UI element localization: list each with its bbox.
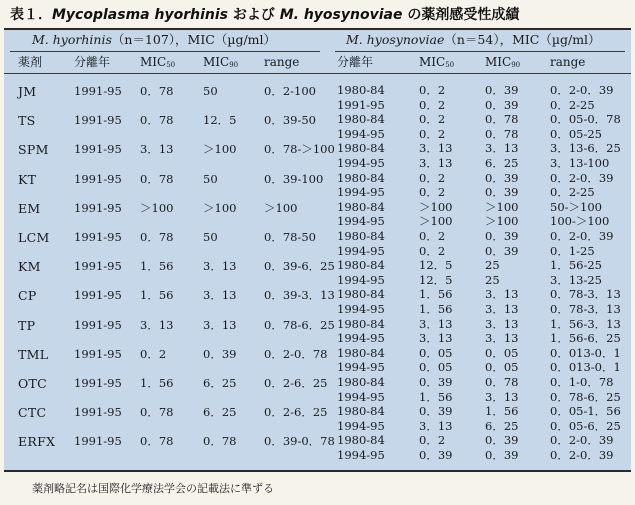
right-cell-r12-c2: 25 xyxy=(485,258,500,273)
footnote: 薬剤略記名は国際化学療法学会の記載法に準ずる xyxy=(32,482,274,495)
right-cell-r4-c0: 1980-84 xyxy=(337,141,385,156)
right-cell-r7-c1: 0．2 xyxy=(419,185,446,200)
right-cell-r19-c2: 0．05 xyxy=(485,360,519,375)
drug-name: OTC xyxy=(18,376,48,391)
left-cell-r12-c1: 1991-95 xyxy=(74,434,122,449)
left-cell-r3-c2: 0．78 xyxy=(140,171,174,186)
left-cell-r11-c4: 0．2-6．25 xyxy=(264,405,328,420)
right-cell-r5-c1: 3．13 xyxy=(419,156,453,170)
right-cell-r23-c3: 0．05-6．25 xyxy=(550,418,621,433)
right-cell-r1-c3: 0．2-25 xyxy=(550,97,595,112)
right-cell-r0-c1: 0．2 xyxy=(419,83,446,97)
right-cell-r22-c0: 1980-84 xyxy=(337,404,385,419)
right-cell-r10-c1: 0．2 xyxy=(419,229,446,243)
right-cell-r8-c3: 50-＞100 xyxy=(550,199,602,214)
right-cell-r13-c2: 25 xyxy=(485,272,500,287)
left-cell-r0-c4: 0．2-100 xyxy=(264,84,316,98)
right-cell-r13-c0: 1994-95 xyxy=(337,272,385,287)
left-cell-r10-c2: 1．56 xyxy=(140,376,174,390)
right-cell-r18-c2: 0．05 xyxy=(485,345,519,360)
drug-name: LCM xyxy=(18,230,50,245)
right-cell-r11-c0: 1994-95 xyxy=(337,243,385,258)
left-cell-r12-c4: 0．39-0．78 xyxy=(264,434,335,449)
left-cell-r11-c3: 6．25 xyxy=(203,405,237,420)
left-cell-r6-c4: 0．39-6．25 xyxy=(264,259,335,274)
right-cell-r19-c3: 0．013-0．1 xyxy=(550,360,621,375)
left-cell-r4-c4: ＞100 xyxy=(264,200,298,215)
left-header-0: 薬剤 xyxy=(18,55,43,69)
right-cell-r3-c2: 0．78 xyxy=(485,126,519,141)
left-cell-r9-c4: 0．2-0．78 xyxy=(264,346,328,361)
right-cell-r15-c3: 0．78-3．13 xyxy=(550,302,621,316)
right-cell-r0-c2: 0．39 xyxy=(485,83,519,97)
left-cell-r2-c4: 0．78-＞100 xyxy=(264,142,335,157)
right-cell-r9-c1: ＞100 xyxy=(419,214,453,229)
left-cell-r4-c3: ＞100 xyxy=(203,200,237,215)
right-cell-r20-c3: 0．1-0．78 xyxy=(550,375,614,389)
right-cell-r17-c3: 1．56-6．25 xyxy=(550,331,621,346)
right-cell-r13-c1: 12．5 xyxy=(419,272,453,287)
right-cell-r17-c2: 3．13 xyxy=(485,331,519,346)
left-cell-r7-c3: 3．13 xyxy=(203,288,237,303)
table-bottom-rule xyxy=(4,470,631,472)
right-group-underline xyxy=(335,51,625,52)
right-cell-r6-c2: 0．39 xyxy=(485,170,519,185)
drug-name: KM xyxy=(18,259,41,275)
table-title xyxy=(10,3,630,27)
right-cell-r0-c0: 1980-84 xyxy=(337,83,385,97)
right-cell-r13-c3: 3．13-25 xyxy=(550,272,602,287)
right-cell-r14-c0: 1980-84 xyxy=(337,287,385,302)
drug-name: SPM xyxy=(18,142,49,158)
drug-name: TML xyxy=(18,346,49,362)
right-cell-r24-c0: 1980-84 xyxy=(337,433,385,448)
left-cell-r12-c3: 0．78 xyxy=(203,434,237,449)
right-cell-r7-c2: 0．39 xyxy=(485,185,519,200)
title-conjunction: および xyxy=(227,7,280,23)
right-cell-r20-c0: 1980-84 xyxy=(337,375,385,389)
left-header-4: range xyxy=(264,55,300,69)
right-cell-r4-c2: 3．13 xyxy=(485,141,519,156)
right-cell-r25-c2: 0．39 xyxy=(485,448,519,462)
right-cell-r11-c3: 0．1-25 xyxy=(550,243,595,258)
left-cell-r5-c4: 0．78-50 xyxy=(264,230,316,244)
right-cell-r21-c2: 3．13 xyxy=(485,389,519,404)
right-cell-r6-c0: 1980-84 xyxy=(337,170,385,185)
right-cell-r12-c0: 1980-84 xyxy=(337,258,385,273)
right-cell-r24-c1: 0．2 xyxy=(419,433,446,448)
right-cell-r7-c0: 1994-95 xyxy=(337,185,385,200)
left-cell-r1-c1: 1991-95 xyxy=(74,113,122,128)
right-header-3: range xyxy=(550,55,586,69)
left-cell-r8-c2: 3．13 xyxy=(140,317,174,332)
right-cell-r2-c0: 1980-84 xyxy=(337,112,385,127)
left-cell-r10-c4: 0．2-6．25 xyxy=(264,376,328,390)
right-cell-r22-c3: 0．05-1．56 xyxy=(550,404,621,419)
right-cell-r21-c0: 1994-95 xyxy=(337,389,385,404)
right-cell-r2-c2: 0．78 xyxy=(485,112,519,127)
left-cell-r3-c4: 0．39-100 xyxy=(264,171,324,186)
right-cell-r10-c0: 1980-84 xyxy=(337,229,385,243)
left-group-header xyxy=(32,30,276,50)
right-cell-r4-c3: 3．13-6．25 xyxy=(550,141,621,156)
right-cell-r6-c1: 0．2 xyxy=(419,170,446,185)
left-cell-r11-c2: 0．78 xyxy=(140,405,174,420)
right-cell-r4-c1: 3．13 xyxy=(419,141,453,156)
right-cell-r12-c1: 12．5 xyxy=(419,258,453,273)
right-cell-r10-c2: 0．39 xyxy=(485,229,519,243)
right-cell-r7-c3: 0．2-25 xyxy=(550,185,595,200)
right-cell-r3-c3: 0．05-25 xyxy=(550,126,602,141)
left-header-1: 分離年 xyxy=(74,55,111,69)
left-cell-r0-c3: 50 xyxy=(203,84,218,98)
right-cell-r10-c3: 0．2-0．39 xyxy=(550,229,614,243)
right-species: M. hyosynoviae xyxy=(346,32,445,47)
right-cell-r19-c1: 0．05 xyxy=(419,360,453,375)
right-cell-r25-c3: 0．2-0．39 xyxy=(550,448,614,462)
left-cell-r8-c3: 3．13 xyxy=(203,317,237,332)
right-cell-r3-c1: 0．2 xyxy=(419,126,446,141)
right-cell-r0-c3: 0．2-0．39 xyxy=(550,83,614,97)
right-group-detail: （n＝54），MIC（µg/ml） xyxy=(444,32,601,47)
left-cell-r3-c1: 1991-95 xyxy=(74,171,122,186)
drug-name: ERFX xyxy=(18,434,56,450)
right-cell-r9-c3: 100-＞100 xyxy=(550,214,610,229)
right-header-2: $MIC_{90}$ xyxy=(485,55,521,69)
drug-name: JM xyxy=(18,84,37,99)
right-cell-r22-c1: 0．39 xyxy=(419,404,453,419)
left-cell-r6-c2: 1．56 xyxy=(140,259,174,274)
left-cell-r2-c3: ＞100 xyxy=(203,142,237,157)
drug-name: TS xyxy=(18,113,36,129)
left-group-detail: （n＝107），MIC（µg/ml） xyxy=(111,32,277,47)
left-cell-r12-c2: 0．78 xyxy=(140,434,174,449)
right-cell-r16-c3: 1．56-3．13 xyxy=(550,316,621,331)
right-cell-r14-c2: 3．13 xyxy=(485,287,519,302)
right-cell-r1-c0: 1991-95 xyxy=(337,97,385,112)
right-cell-r16-c2: 3．13 xyxy=(485,316,519,331)
title-suffix: の薬剤感受性成績 xyxy=(402,7,520,23)
right-cell-r18-c0: 1980-84 xyxy=(337,345,385,360)
right-cell-r22-c2: 1．56 xyxy=(485,404,519,419)
left-cell-r1-c2: 0．78 xyxy=(140,113,174,128)
left-cell-r2-c1: 1991-95 xyxy=(74,142,122,157)
right-cell-r24-c3: 0．2-0．39 xyxy=(550,433,614,448)
right-cell-r16-c0: 1980-84 xyxy=(337,316,385,331)
right-header-1: $MIC_{50}$ xyxy=(419,55,455,69)
left-group-underline xyxy=(10,51,320,52)
right-cell-r5-c3: 3．13-100 xyxy=(550,156,610,170)
right-cell-r15-c0: 1994-95 xyxy=(337,302,385,316)
left-cell-r9-c1: 1991-95 xyxy=(74,346,122,361)
right-cell-r21-c1: 1．56 xyxy=(419,389,453,404)
left-cell-r7-c1: 1991-95 xyxy=(74,288,122,303)
drug-name: CP xyxy=(18,288,37,304)
drug-name: KT xyxy=(18,171,37,187)
right-cell-r24-c2: 0．39 xyxy=(485,433,519,448)
right-cell-r9-c0: 1994-95 xyxy=(337,214,385,229)
left-cell-r10-c1: 1991-95 xyxy=(74,376,122,390)
drug-name: EM xyxy=(18,200,41,216)
right-cell-r23-c2: 6．25 xyxy=(485,418,519,433)
right-cell-r6-c3: 0．2-0．39 xyxy=(550,170,614,185)
left-cell-r5-c2: 0．78 xyxy=(140,230,174,244)
right-cell-r17-c0: 1994-95 xyxy=(337,331,385,346)
left-cell-r10-c3: 6．25 xyxy=(203,376,237,390)
right-cell-r11-c1: 0．2 xyxy=(419,243,446,258)
title-organism-1: Mycoplasma hyorhinis xyxy=(52,7,228,23)
right-cell-r25-c1: 0．39 xyxy=(419,448,453,462)
left-species: M. hyorhinis xyxy=(32,32,112,47)
left-cell-r3-c3: 50 xyxy=(203,171,218,186)
right-cell-r23-c0: 1994-95 xyxy=(337,418,385,433)
left-header-2: $MIC_{50}$ xyxy=(140,55,176,69)
right-group-header xyxy=(346,30,601,50)
right-cell-r2-c3: 0．05-0．78 xyxy=(550,112,621,127)
left-cell-r11-c1: 1991-95 xyxy=(74,405,122,420)
left-cell-r1-c4: 0．39-50 xyxy=(264,113,316,128)
left-cell-r0-c1: 1991-95 xyxy=(74,84,122,98)
left-cell-r8-c4: 0．78-6．25 xyxy=(264,317,335,332)
right-cell-r15-c2: 3．13 xyxy=(485,302,519,316)
left-cell-r7-c2: 1．56 xyxy=(140,288,174,303)
right-cell-r16-c1: 3．13 xyxy=(419,316,453,331)
drug-name: CTC xyxy=(18,405,47,421)
left-cell-r4-c1: 1991-95 xyxy=(74,200,122,215)
right-cell-r9-c2: ＞100 xyxy=(485,214,519,229)
right-cell-r23-c1: 3．13 xyxy=(419,418,453,433)
left-cell-r0-c2: 0．78 xyxy=(140,84,174,98)
right-cell-r8-c2: ＞100 xyxy=(485,199,519,214)
right-cell-r21-c3: 0．78-6．25 xyxy=(550,389,621,404)
right-cell-r2-c1: 0．2 xyxy=(419,112,446,127)
title-organism-2: M. hyosynoviae xyxy=(279,7,403,23)
right-cell-r25-c0: 1994-95 xyxy=(337,448,385,462)
right-cell-r19-c0: 1994-95 xyxy=(337,360,385,375)
left-cell-r1-c3: 12．5 xyxy=(203,113,237,128)
right-cell-r8-c1: ＞100 xyxy=(419,199,453,214)
left-cell-r5-c1: 1991-95 xyxy=(74,230,122,244)
right-cell-r17-c1: 3．13 xyxy=(419,331,453,346)
right-cell-r14-c1: 1．56 xyxy=(419,287,453,302)
left-cell-r8-c1: 1991-95 xyxy=(74,317,122,332)
left-cell-r2-c2: 3．13 xyxy=(140,142,174,157)
left-cell-r6-c1: 1991-95 xyxy=(74,259,122,274)
right-cell-r11-c2: 0．39 xyxy=(485,243,519,258)
header-rule xyxy=(4,73,631,74)
right-cell-r1-c1: 0．2 xyxy=(419,97,446,112)
left-cell-r7-c4: 0．39-3．13 xyxy=(264,288,335,303)
right-cell-r8-c0: 1980-84 xyxy=(337,199,385,214)
left-cell-r5-c3: 50 xyxy=(203,230,218,244)
right-cell-r12-c3: 1．56-25 xyxy=(550,258,602,273)
title-prefix: 表１． xyxy=(10,7,52,23)
left-cell-r6-c3: 3．13 xyxy=(203,259,237,274)
right-cell-r5-c2: 6．25 xyxy=(485,156,519,170)
left-cell-r9-c3: 0．39 xyxy=(203,346,237,361)
right-cell-r3-c0: 1994-95 xyxy=(337,126,385,141)
drug-name: TP xyxy=(18,317,36,333)
left-header-3: $MIC_{90}$ xyxy=(203,55,239,69)
right-cell-r18-c1: 0．05 xyxy=(419,345,453,360)
right-cell-r1-c2: 0．39 xyxy=(485,97,519,112)
right-cell-r14-c3: 0．78-3．13 xyxy=(550,287,621,302)
left-cell-r9-c2: 0．2 xyxy=(140,346,167,361)
right-cell-r5-c0: 1994-95 xyxy=(337,156,385,170)
right-cell-r20-c1: 0．39 xyxy=(419,375,453,389)
right-cell-r18-c3: 0．013-0．1 xyxy=(550,345,621,360)
left-cell-r4-c2: ＞100 xyxy=(140,200,174,215)
right-header-0: 分離年 xyxy=(337,55,374,69)
right-cell-r20-c2: 0．78 xyxy=(485,375,519,389)
right-cell-r15-c1: 1．56 xyxy=(419,302,453,316)
